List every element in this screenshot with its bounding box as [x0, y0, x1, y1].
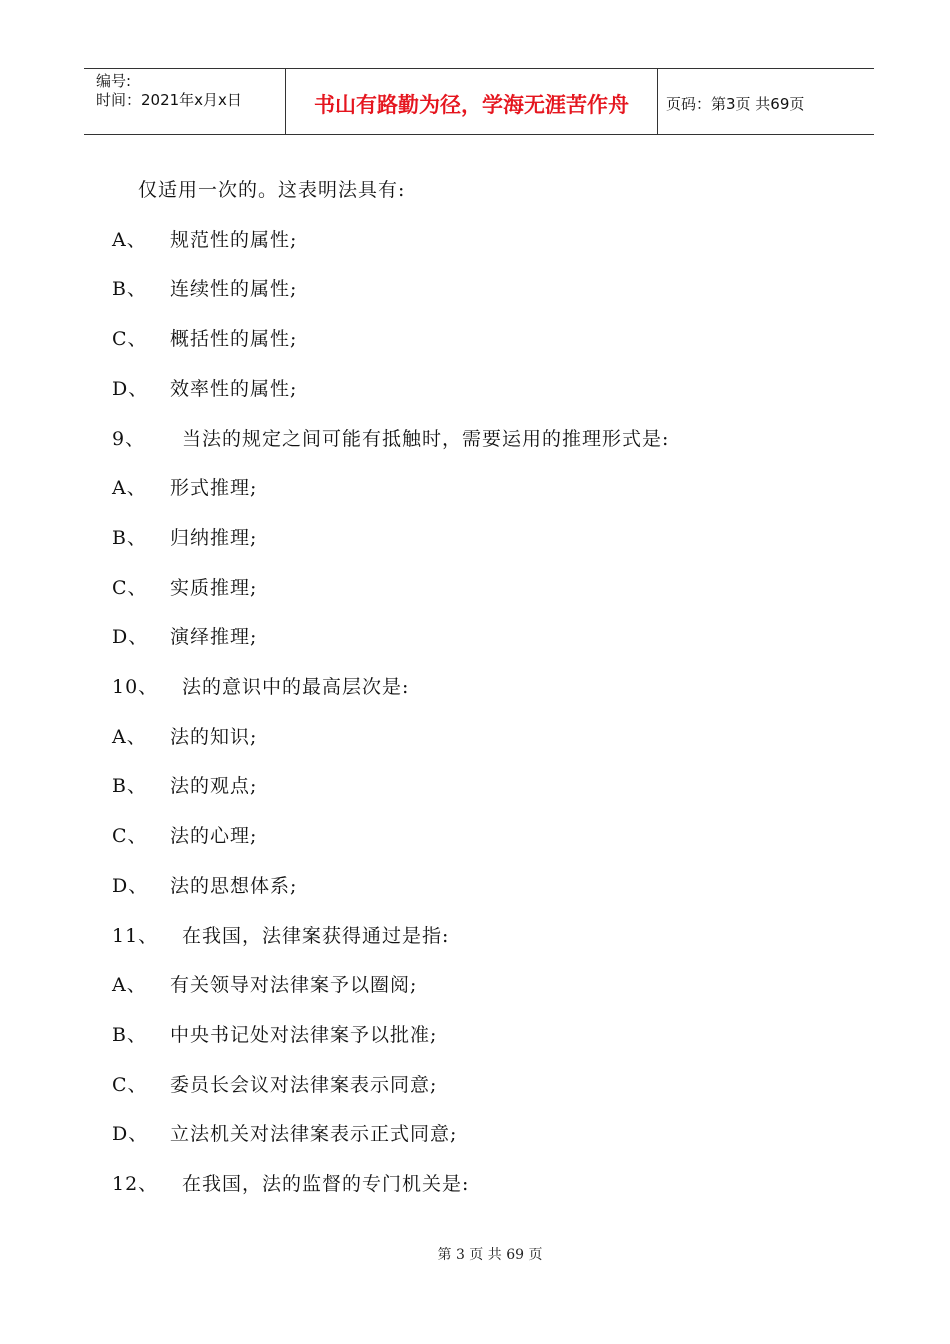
item-text: 形式推理; [170, 477, 258, 500]
item-text: 法的意识中的最高层次是: [182, 676, 410, 698]
item-label: B、 [112, 526, 147, 549]
item-text: 实质推理; [170, 576, 258, 599]
item-text: 在我国，法律案获得通过是指: [182, 924, 450, 947]
item-label: A、 [112, 477, 147, 500]
item-label: 9、 [112, 427, 146, 450]
date-line: 时间：2021年x月x日 [96, 91, 242, 109]
item-label: D、 [112, 626, 149, 649]
item-text: 连续性的属性; [170, 278, 298, 301]
item-text: 概括性的属性; [170, 328, 298, 351]
item-label: A、 [112, 228, 147, 251]
item-text: 法的观点; [170, 775, 258, 798]
item-label: B、 [112, 775, 147, 798]
item-label: D、 [112, 874, 149, 897]
header-meta [84, 69, 286, 134]
page-footer: 第 3 页 共 69 页 [437, 1247, 543, 1263]
item-label: C、 [112, 328, 148, 351]
item-text: 法的心理; [170, 825, 258, 848]
item-label: 11、 [112, 924, 159, 947]
item-text: 在我国，法的监督的专门机关是: [182, 1173, 470, 1195]
item-text: 规范性的属性; [170, 228, 298, 251]
item-text: 法的知识; [170, 725, 258, 748]
item-label: A、 [112, 974, 147, 997]
item-text: 演绎推理; [170, 626, 258, 649]
page-header [84, 68, 874, 135]
item-text: 归纳推理; [170, 526, 258, 549]
header-motto: 书山有路勤为径，学海无涯苦作舟 [286, 69, 658, 134]
item-text: 立法机关对法律案表示正式同意; [170, 1123, 458, 1146]
header-page-info: 页码：第3页 共69页 [666, 95, 805, 113]
item-text: 当法的规定之间可能有抵触时，需要运用的推理形式是: [182, 427, 670, 450]
item-label: D、 [112, 1123, 149, 1146]
item-label: D、 [112, 377, 149, 400]
item-label: C、 [112, 576, 148, 599]
serial-label: 编号: [96, 72, 132, 90]
item-text: 效率性的属性; [170, 377, 298, 400]
item-label: 10、 [112, 676, 159, 698]
item-text: 中央书记处对法律案予以批准; [170, 1023, 438, 1046]
item-text: 委员长会议对法律案表示同意; [170, 1073, 438, 1096]
item-label: C、 [112, 825, 148, 848]
item-label: 12、 [112, 1173, 159, 1195]
item-text: 法的思想体系; [170, 874, 298, 897]
item-label: C、 [112, 1073, 148, 1096]
item-text: 仅适用一次的。这表明法具有: [138, 179, 406, 201]
item-label: A、 [112, 725, 147, 748]
item-text: 有关领导对法律案予以圈阅; [170, 974, 418, 997]
item-label: B、 [112, 278, 147, 301]
item-label: B、 [112, 1023, 147, 1046]
